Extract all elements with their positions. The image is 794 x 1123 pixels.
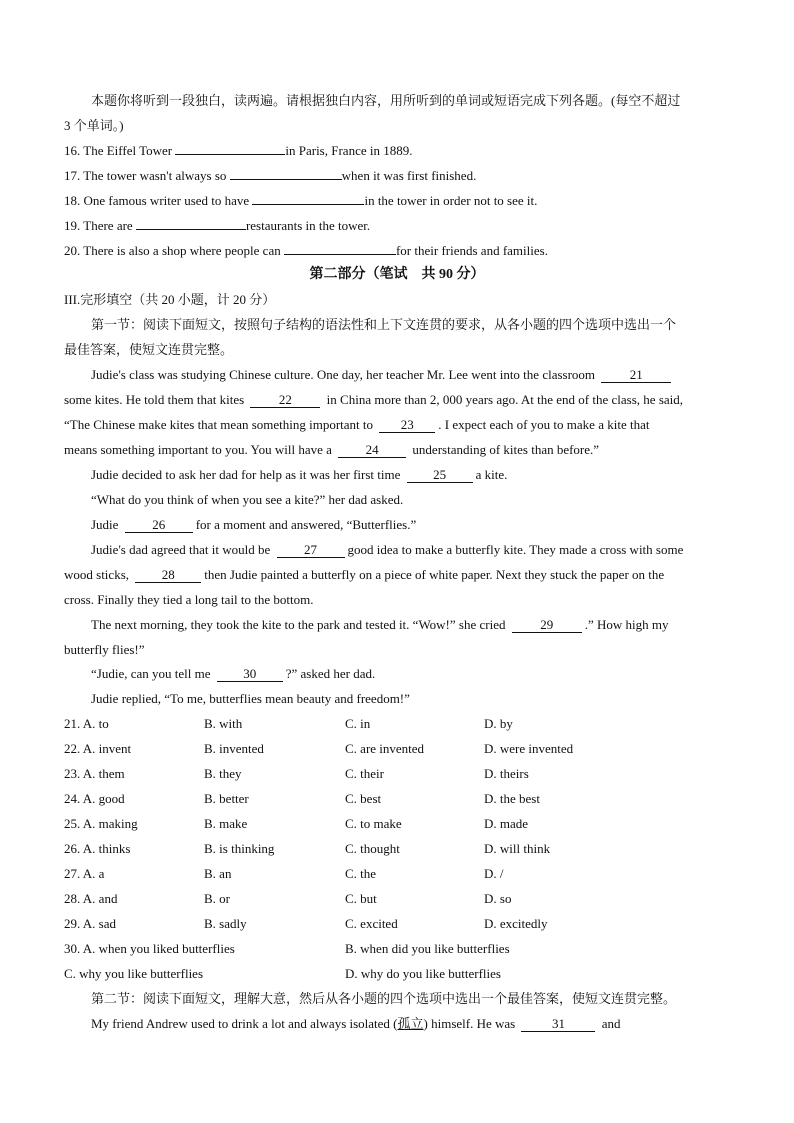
passage-line: Judie 26 for a moment and answered, “Butterflies.” xyxy=(91,517,417,532)
answer-blank-20[interactable] xyxy=(284,239,396,255)
passage-line: Judie's dad agreed that it would be 27 good idea to make a butterfly kite. They made a cross with some xyxy=(91,542,684,557)
listening-item-17: 17. The tower wasn't always so when it was first finished. xyxy=(64,163,734,188)
section1-instruction-line1: 第一节：阅读下面短文，按照句子结构的语法性和上下文连贯的要求，从各小题的四个选项中选出一个 xyxy=(91,317,677,332)
cloze-blank-31[interactable]: 31 xyxy=(521,1016,595,1032)
option-d[interactable]: D. why do you like butterflies xyxy=(345,966,501,981)
passage-line: wood sticks, 28 then Judie painted a butterfly on a piece of white paper. Next they stuck the paper on the xyxy=(64,567,665,582)
options-row-22 xyxy=(64,736,734,761)
option-b[interactable]: B. when did you like butterflies xyxy=(345,941,510,956)
options-row-28 xyxy=(64,886,734,911)
option-b[interactable]: B. with xyxy=(204,716,243,731)
listening-item-20: 20. There is also a shop where people can for their friends and families. xyxy=(64,238,734,263)
option-c[interactable]: C. their xyxy=(345,766,384,781)
option-a[interactable]: 28. A. and xyxy=(64,891,118,906)
option-c[interactable]: C. best xyxy=(345,791,382,806)
passage-line: some kites. He told them that kites 22 in China more than 2, 000 years ago. At the end of the class, he said, xyxy=(64,392,684,407)
option-b[interactable]: B. an xyxy=(204,866,232,881)
answer-blank-19[interactable] xyxy=(136,214,246,230)
option-b[interactable]: B. better xyxy=(204,791,249,806)
answer-blank-17[interactable] xyxy=(230,164,342,180)
option-c[interactable]: C. to make xyxy=(345,816,402,831)
options-row-27 xyxy=(64,861,734,886)
option-a[interactable]: 21. A. to xyxy=(64,716,109,731)
option-d[interactable]: D. by xyxy=(484,716,513,731)
option-c[interactable]: C. in xyxy=(345,716,371,731)
cloze-blank-27[interactable]: 27 xyxy=(277,542,345,558)
option-a[interactable]: 30. A. when you liked butterflies xyxy=(64,941,235,956)
option-d[interactable]: D. / xyxy=(484,866,504,881)
option-d[interactable]: D. excitedly xyxy=(484,916,548,931)
option-c[interactable]: C. but xyxy=(345,891,377,906)
options-row-30-cd xyxy=(64,961,734,986)
listening-instruction-line1: 本题你将听到一段独白，读两遍。请根据独白内容，用所听到的单词或短语完成下列各题。(每空不超过 xyxy=(91,93,681,108)
option-d[interactable]: D. will think xyxy=(484,841,551,856)
options-row-29 xyxy=(64,911,734,936)
option-a[interactable]: 27. A. a xyxy=(64,866,105,881)
part-two-title: 第二部分（笔试 共 90 分） xyxy=(309,267,485,282)
option-b[interactable]: B. or xyxy=(204,891,230,906)
answer-blank-16[interactable] xyxy=(175,139,285,155)
passage-line: The next morning, they took the kite to the park and tested it. “Wow!” she cried 29 .” How high my xyxy=(91,617,669,632)
option-b[interactable]: B. make xyxy=(204,816,248,831)
cloze-blank-23[interactable]: 23 xyxy=(379,417,435,433)
options-row-23 xyxy=(64,761,734,786)
option-b[interactable]: B. is thinking xyxy=(204,841,275,856)
passage-line: means something important to you. You will have a 24 understanding of kites than before.” xyxy=(64,442,600,457)
passage-line: Judie's class was studying Chinese culture. One day, her teacher Mr. Lee went into the classroom 21 xyxy=(91,362,734,387)
option-d[interactable]: D. the best xyxy=(484,791,540,806)
passage-line: “What do you think of when you see a kite?” her dad asked. xyxy=(91,492,404,507)
passage-line: cross. Finally they tied a long tail to the bottom. xyxy=(64,592,314,607)
option-d[interactable]: D. made xyxy=(484,816,529,831)
options-row-30-ab xyxy=(64,936,734,961)
passage-line: My friend Andrew used to drink a lot and always isolated (孤立) himself. He was 31 and xyxy=(91,1016,621,1031)
options-row-24 xyxy=(64,786,734,811)
passage-line: Judie replied, “To me, butterflies mean beauty and freedom!” xyxy=(91,691,410,706)
options-row-21 xyxy=(64,711,734,736)
options-row-25 xyxy=(64,811,734,836)
passage-line: butterfly flies!” xyxy=(64,642,145,657)
option-a[interactable]: 24. A. good xyxy=(64,791,125,806)
option-d[interactable]: D. so xyxy=(484,891,512,906)
listening-instruction-line2: 3 个单词。) xyxy=(64,118,124,133)
cloze-blank-24[interactable]: 24 xyxy=(338,442,406,458)
cloze-blank-25[interactable]: 25 xyxy=(407,467,473,483)
option-c[interactable]: C. why you like butterflies xyxy=(64,966,204,981)
listening-item-18: 18. One famous writer used to have in the tower in order not to see it. xyxy=(64,188,734,213)
cloze-blank-26[interactable]: 26 xyxy=(125,517,193,533)
option-c[interactable]: C. thought xyxy=(345,841,400,856)
passage-line: “The Chinese make kites that mean something important to 23 . I expect each of you to make a kite that xyxy=(64,417,650,432)
isolated-gloss: 孤立 xyxy=(397,1016,424,1031)
listening-item-19: 19. There are restaurants in the tower. xyxy=(64,213,734,238)
cloze-blank-30[interactable]: 30 xyxy=(217,666,283,682)
cloze-blank-28[interactable]: 28 xyxy=(135,567,201,583)
cloze-heading: III.完形填空（共 20 小题，计 20 分） xyxy=(64,292,276,307)
option-b[interactable]: B. invented xyxy=(204,741,264,756)
option-a[interactable]: 23. A. them xyxy=(64,766,125,781)
section1-instruction-line2: 最佳答案，使短文连贯完整。 xyxy=(64,342,234,357)
passage-line: “Judie, can you tell me 30 ?” asked her dad. xyxy=(91,666,376,681)
option-a[interactable]: 26. A. thinks xyxy=(64,841,131,856)
option-a[interactable]: 25. A. making xyxy=(64,816,138,831)
option-a[interactable]: 29. A. sad xyxy=(64,916,116,931)
option-b[interactable]: B. they xyxy=(204,766,242,781)
answer-blank-18[interactable] xyxy=(252,189,364,205)
listening-item-16: 16. The Eiffel Tower in Paris, France in 1889. xyxy=(64,138,734,163)
cloze-blank-29[interactable]: 29 xyxy=(512,617,582,633)
option-d[interactable]: D. were invented xyxy=(484,741,574,756)
option-c[interactable]: C. excited xyxy=(345,916,398,931)
options-row-26 xyxy=(64,836,734,861)
option-c[interactable]: C. are invented xyxy=(345,741,425,756)
option-b[interactable]: B. sadly xyxy=(204,916,247,931)
passage-line: Judie decided to ask her dad for help as it was her first time 25 a kite. xyxy=(91,467,508,482)
option-c[interactable]: C. the xyxy=(345,866,377,881)
cloze-blank-21[interactable]: 21 xyxy=(601,367,671,383)
option-d[interactable]: D. theirs xyxy=(484,766,529,781)
option-a[interactable]: 22. A. invent xyxy=(64,741,132,756)
cloze-blank-22[interactable]: 22 xyxy=(250,392,320,408)
section2-instruction: 第二节：阅读下面短文，理解大意，然后从各小题的四个选项中选出一个最佳答案，使短文连贯完整。 xyxy=(91,991,677,1006)
